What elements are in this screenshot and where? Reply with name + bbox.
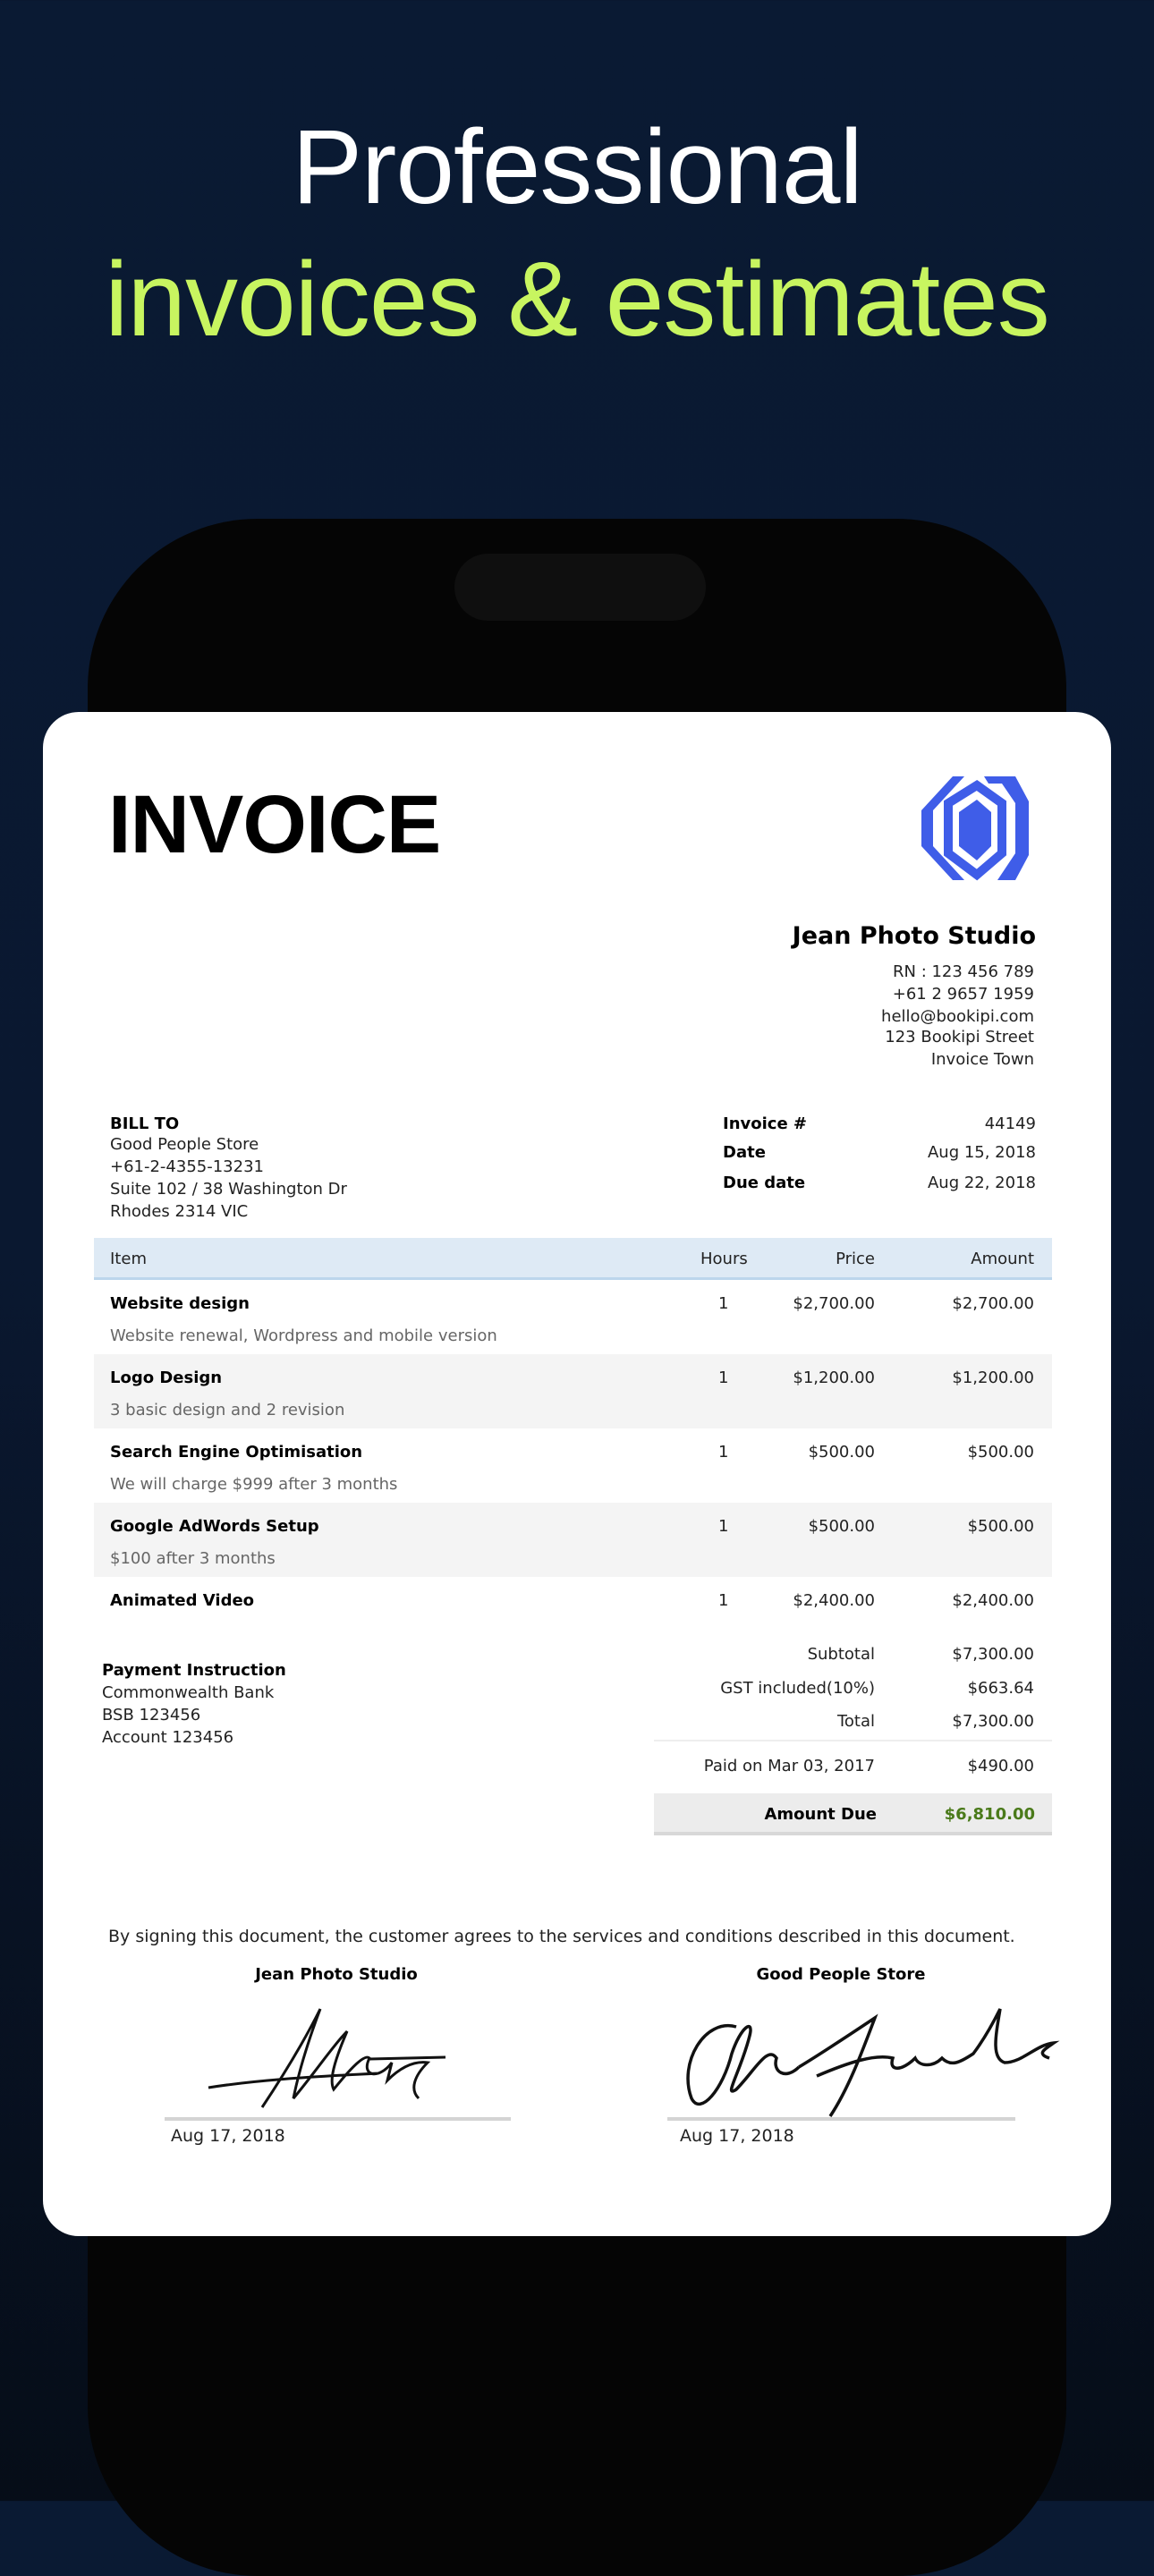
signer-name-1: Jean Photo Studio [255,1965,418,1984]
date-value: Aug 15, 2018 [927,1143,1036,1162]
bill-to-label: BILL TO [110,1114,180,1133]
headline-line-1: Professional [292,108,862,226]
subtotal-value: $7,300.00 [952,1645,1034,1664]
total-value: $7,300.00 [952,1712,1034,1731]
item-description: 3 basic design and 2 revision [110,1401,345,1419]
company-logo-icon [912,775,1038,882]
item-hours: 1 [718,1443,729,1462]
table-row [94,1428,1052,1503]
bill-to-city: Rhodes 2314 VIC [110,1202,249,1221]
signature-line-1 [165,2117,511,2121]
amount-due-label: Amount Due [764,1805,877,1824]
invoice-card [43,712,1111,2236]
item-name: Google AdWords Setup [110,1517,319,1536]
paid-label: Paid on Mar 03, 2017 [703,1757,875,1775]
due-date-value: Aug 22, 2018 [927,1174,1036,1192]
company-town: Invoice Town [930,1050,1034,1069]
item-price: $500.00 [808,1517,875,1536]
item-price: $500.00 [808,1443,875,1462]
table-row [94,1503,1052,1577]
item-name: Logo Design [110,1368,223,1387]
column-item: Item [110,1250,147,1268]
phone-notch [454,554,706,621]
invoice-number-label: Invoice # [723,1114,808,1133]
company-rn: RN : 123 456 789 [893,962,1034,981]
item-amount: $1,200.00 [952,1368,1034,1387]
column-amount: Amount [971,1250,1034,1268]
bill-to-address: Suite 102 / 38 Washington Dr [110,1180,347,1199]
company-email: hello@bookipi.com [881,1007,1034,1026]
item-name: Search Engine Optimisation [110,1443,363,1462]
paid-value: $490.00 [967,1757,1034,1775]
item-description: We will charge $999 after 3 months [110,1475,398,1494]
table-header [94,1238,1052,1280]
item-hours: 1 [718,1294,729,1313]
item-description: Website renewal, Wordpress and mobile version [110,1326,497,1345]
company-street: 123 Bookipi Street [885,1028,1034,1046]
item-name: Website design [110,1294,250,1313]
signer-name-2: Good People Store [756,1965,926,1984]
item-price: $2,700.00 [793,1294,875,1313]
column-price: Price [836,1250,875,1268]
subtotal-label: Subtotal [807,1645,875,1664]
totals-divider [654,1740,1052,1741]
amount-due-row [654,1793,1052,1835]
gst-label: GST included(10%) [720,1679,875,1698]
payment-bank: Commonwealth Bank [102,1683,275,1702]
item-hours: 1 [718,1517,729,1536]
bill-to-name: Good People Store [110,1135,259,1154]
item-price: $2,400.00 [793,1591,875,1610]
item-amount: $500.00 [967,1443,1034,1462]
bill-to-phone: +61-2-4355-13231 [110,1157,264,1176]
item-name: Animated Video [110,1591,255,1610]
item-hours: 1 [718,1368,729,1387]
invoice-number-value: 44149 [984,1114,1036,1133]
item-amount: $2,700.00 [952,1294,1034,1313]
company-name: Jean Photo Studio [792,922,1036,950]
item-amount: $2,400.00 [952,1591,1034,1610]
signature-2 [669,1982,1081,2125]
agreement-text: By signing this document, the customer agrees to the services and conditions described in this document. [108,1927,1015,1946]
payment-bsb: BSB 123456 [102,1706,201,1724]
column-hours: Hours [700,1250,748,1268]
signature-line-2 [667,2117,1015,2121]
payment-label: Payment Instruction [102,1661,286,1680]
invoice-title: INVOICE [108,779,441,870]
headline-line-2: invoices & estimates [105,241,1049,359]
gst-value: $663.64 [967,1679,1034,1698]
signer-date-2: Aug 17, 2018 [680,2126,794,2146]
table-row [94,1354,1052,1428]
total-label: Total [836,1712,875,1731]
table-row [94,1280,1052,1354]
signer-date-1: Aug 17, 2018 [171,2126,285,2146]
company-phone: +61 2 9657 1959 [892,985,1034,1004]
payment-account: Account 123456 [102,1728,234,1747]
date-label: Date [723,1143,766,1162]
item-amount: $500.00 [967,1517,1034,1536]
item-description: $100 after 3 months [110,1549,276,1568]
signature-1 [199,1991,504,2125]
item-price: $1,200.00 [793,1368,875,1387]
table-row [94,1577,1052,1651]
item-hours: 1 [718,1591,729,1610]
due-date-label: Due date [723,1174,806,1192]
amount-due-value: $6,810.00 [944,1805,1035,1824]
